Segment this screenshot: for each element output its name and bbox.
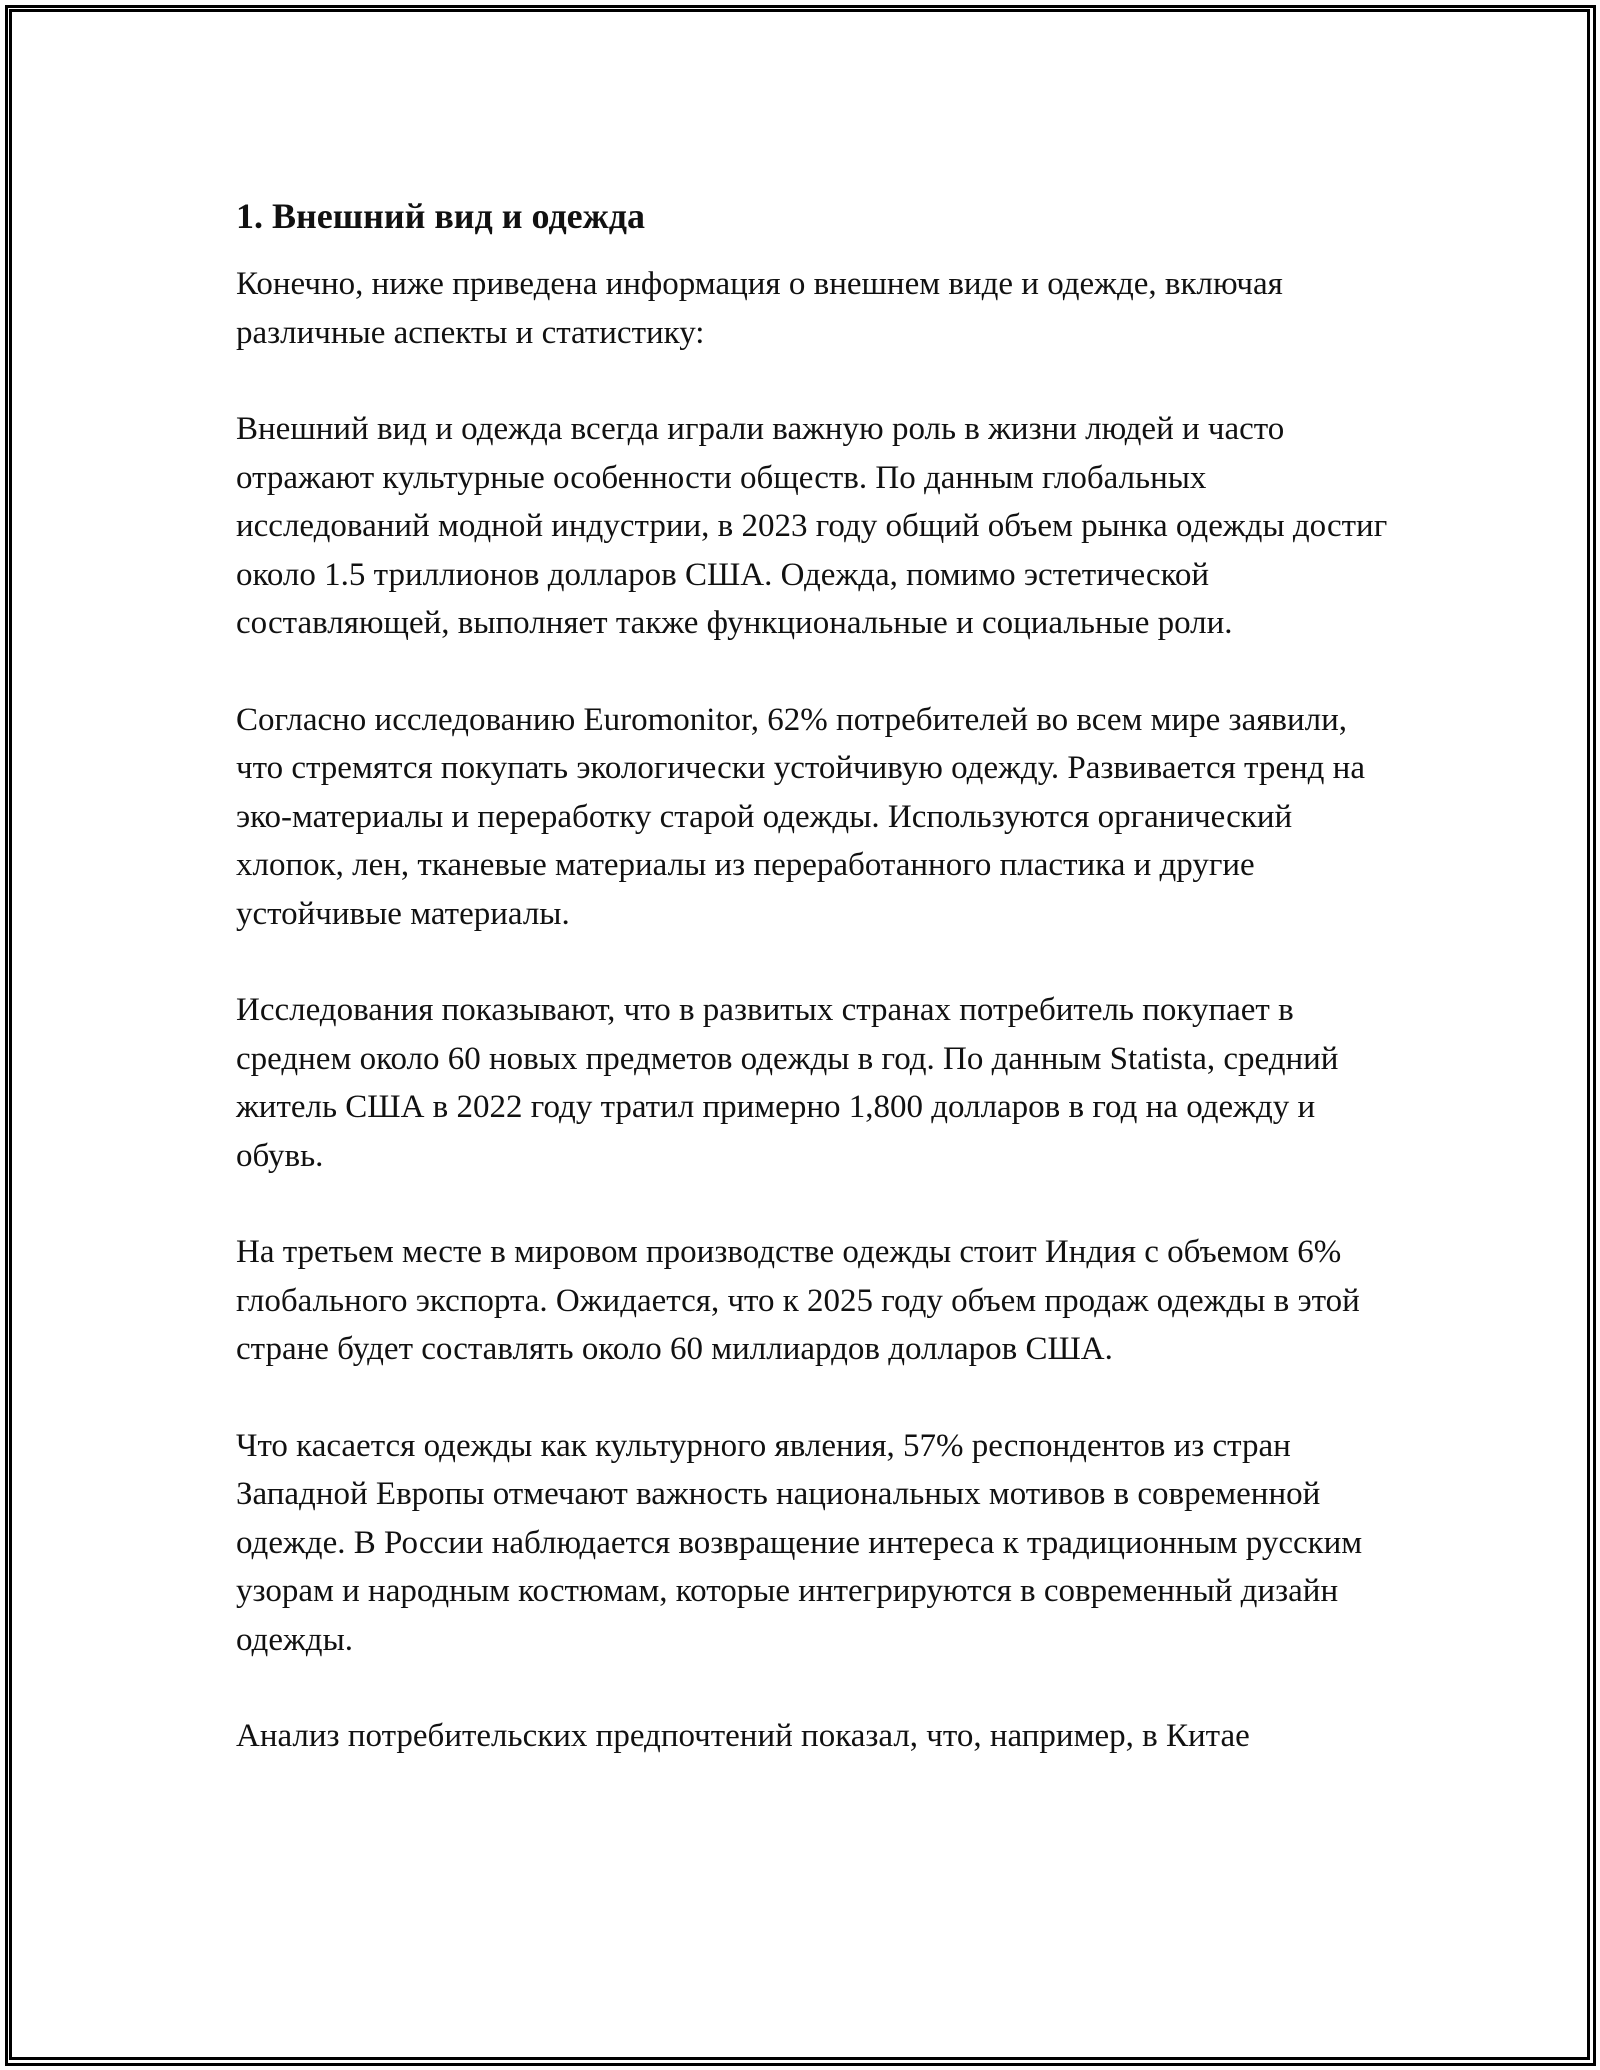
document-body xyxy=(236,188,1396,1809)
paragraph-intro: Конечно, ниже приведена информация о внешнем виде и одежде, включая различные аспекты и статистику: xyxy=(236,266,1283,351)
paragraph-consumption: Исследования показывают, что в развитых странах потребитель покупает в среднем около 60 новых предметов одежды в год. По данным Statista, средний житель США в 2022 году тратил примерно 1,800 долларов в год на одежду и обувь. xyxy=(236,992,1339,1174)
paragraph-market-overview: Внешний вид и одежда всегда играли важную роль в жизни людей и часто отражают культурные особенности обществ. По данным глобальных исследований модной индустрии, в 2023 году общий объем рынка одежды достиг около 1.5 триллионов долларов США. Одежда, помимо эстетической составляющей, выполняет также функциональные и социальные роли. xyxy=(236,411,1388,641)
section-heading: 1. Внешний вид и одежда xyxy=(236,196,645,236)
paragraph-cultural: Что касается одежды как культурного явления, 57% респондентов из стран Западной Европы отмечают важность национальных мотивов в современной одежде. В России наблюдается возвращение интереса к традиционным русским узорам и народным костюмам, которые интегрируются в современный дизайн одежды. xyxy=(236,1427,1363,1658)
paragraph-sustainability: Согласно исследованию Euromonitor, 62% потребителей во всем мире заявили, что стремятся покупать экологически устойчивую одежду. Развивается тренд на эко-материалы и переработку старой одежды. Используются органический хлопок, лен, тканевые материалы из переработанного пластика и другие устойчивые материалы. xyxy=(236,701,1365,932)
paragraph-consumer-preferences: Анализ потребительских предпочтений показал, что, например, в Китае xyxy=(236,1718,1250,1754)
paragraph-india-production: На третьем месте в мировом производстве одежды стоит Индия с объемом 6% глобального экспорта. Ожидается, что к 2025 году объем продаж одежды в этой стране будет составлять около 60 миллиардов долларов США. xyxy=(236,1234,1360,1367)
